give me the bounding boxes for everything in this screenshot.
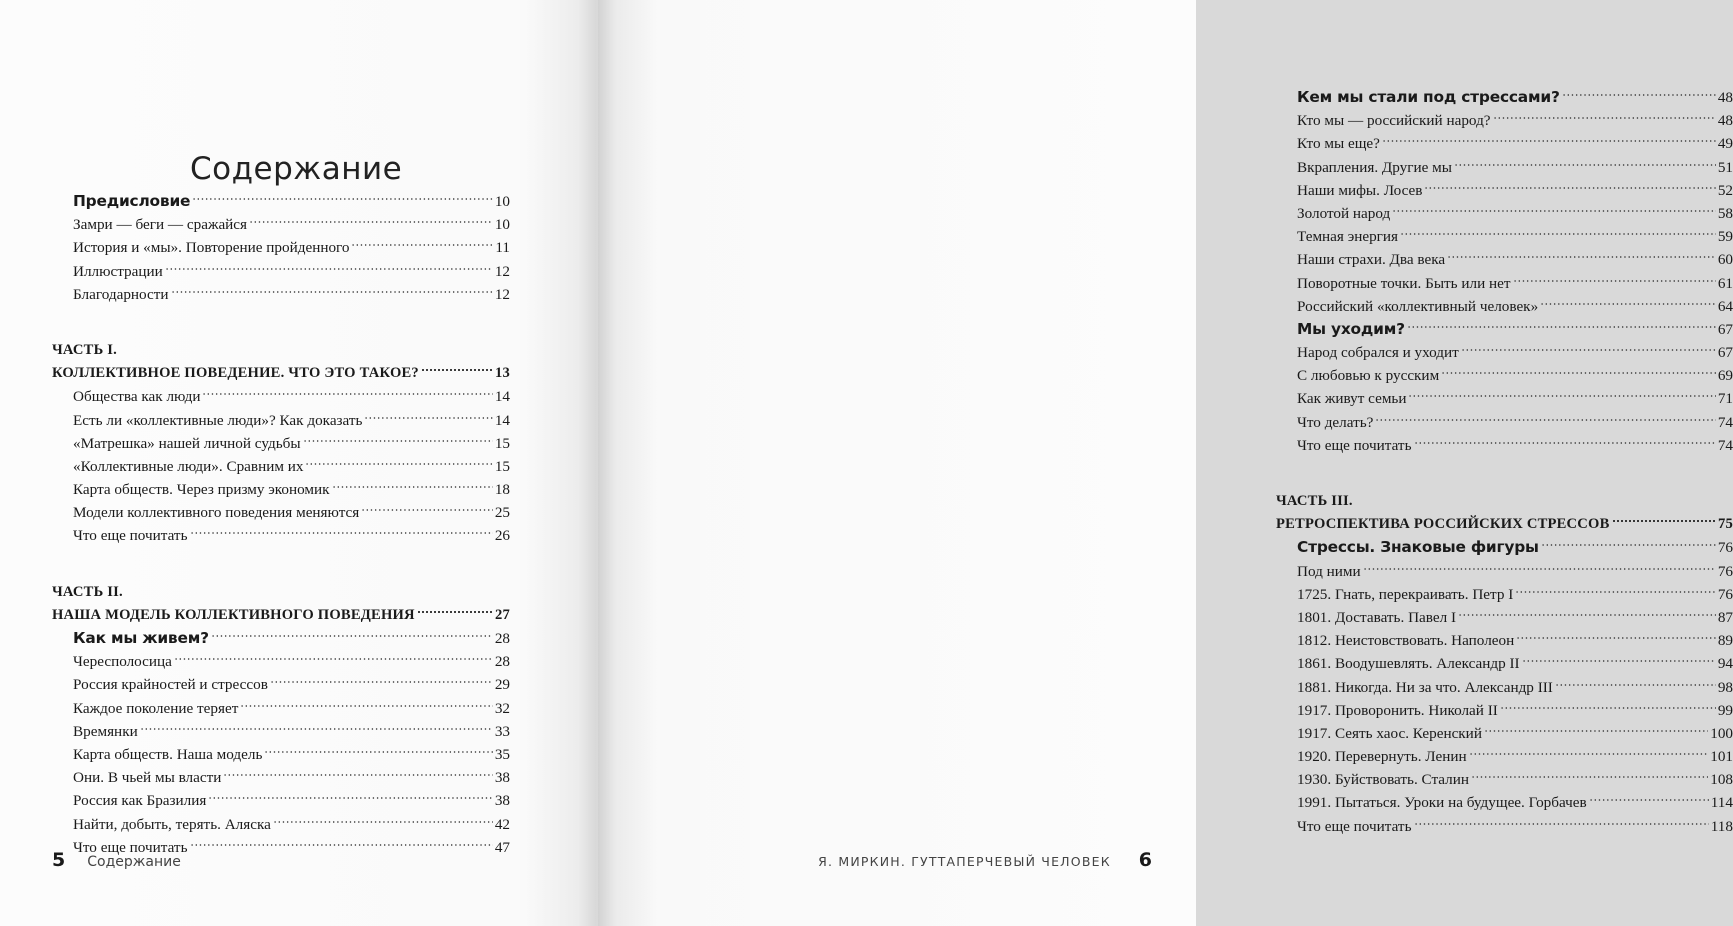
toc-page-number: 47: [494, 838, 510, 856]
dot-leader: [192, 196, 493, 202]
dot-leader: [1484, 728, 1708, 734]
toc-entry-label: 1920. Перевернуть. Ленин: [1297, 748, 1467, 766]
toc-entry-label: Российский «коллективный человек»: [1297, 297, 1539, 315]
toc-entry-label: Кто мы — российский народ?: [1297, 112, 1491, 130]
dot-leader: [1612, 518, 1716, 524]
dot-leader: [165, 266, 493, 272]
toc-entry-label: Они. В чьей мы власти: [73, 769, 222, 787]
toc-entry-label: 1917. Сеять хаос. Керенский: [1297, 724, 1482, 742]
toc-page-number: 101: [1710, 748, 1733, 766]
toc-entry: [52, 673, 510, 696]
toc-entry: [52, 236, 510, 259]
dot-leader: [190, 842, 493, 848]
toc-entry-label: Что еще почитать: [1297, 436, 1412, 454]
toc-entry-label: «Коллективные люди». Сравним их: [73, 457, 304, 475]
dot-leader: [1562, 92, 1716, 98]
toc-entry-label: Под ними: [1297, 562, 1361, 580]
toc-entry-label: Благодарности: [73, 285, 169, 303]
toc-entry: [52, 478, 510, 501]
toc-entry: [1276, 341, 1733, 364]
toc-entry-label: С любовью к русским: [1297, 367, 1440, 385]
toc-entry-label: Стрессы. Знаковые фигуры: [1297, 538, 1539, 557]
toc-section: [1276, 318, 1733, 341]
toc-entry-label: Что еще почитать: [1297, 817, 1412, 835]
toc-entry-label: 1991. Пытаться. Уроки на будущее. Горбачев: [1297, 794, 1587, 812]
toc-page-number: 33: [494, 722, 510, 740]
toc-page-number: 52: [1717, 181, 1733, 199]
toc-entry-label: Каждое поколение теряет: [73, 699, 239, 717]
toc-entry-label: Что еще почитать: [73, 527, 188, 545]
dot-leader: [174, 656, 493, 662]
toc-page-number: 75: [1718, 516, 1733, 533]
toc-section: [1276, 536, 1733, 559]
toc-entry-label: Времянки: [73, 722, 138, 740]
toc-page-number: 99: [1717, 701, 1733, 719]
toc-entry: [1276, 745, 1733, 768]
toc-entry: [1276, 109, 1733, 132]
running-head: Я. МИРКИН. ГУТТАПЕРЧЕВЫЙ ЧЕЛОВЕК: [818, 854, 1111, 869]
toc-page-number: 38: [494, 792, 510, 810]
dot-leader: [1555, 682, 1716, 688]
dot-leader: [1540, 301, 1716, 307]
dot-leader: [273, 819, 493, 825]
dot-leader: [190, 530, 493, 536]
toc-page-number: 100: [1710, 724, 1733, 742]
toc-entry-label: Мы уходим?: [1297, 319, 1405, 338]
toc-part-label: ЧАСТЬ I.: [52, 341, 118, 358]
toc-page-number: 89: [1717, 632, 1733, 650]
dot-leader: [1424, 185, 1715, 191]
toc-entry: [52, 720, 510, 743]
toc-page-number: 118: [1710, 817, 1733, 835]
toc-part-title: [52, 604, 510, 627]
toc-entry-label: Карта обществ. Через призму экономик: [73, 481, 330, 499]
toc-page-number: 71: [1717, 390, 1733, 408]
dot-leader: [171, 289, 493, 295]
toc-page-number: 15: [494, 434, 510, 452]
toc-entry: [1276, 583, 1733, 606]
dot-leader: [249, 219, 493, 225]
toc-entry-label: КОЛЛЕКТИВНОЕ ПОВЕДЕНИЕ. ЧТО ЭТО ТАКОЕ?: [52, 365, 419, 382]
dot-leader: [1400, 231, 1716, 237]
running-head: Содержание: [87, 854, 181, 870]
dot-leader: [1414, 821, 1709, 827]
toc-entry: [1276, 225, 1733, 248]
toc-entry: [52, 650, 510, 673]
toc-entry-label: 1861. Воодушевлять. Александр II: [1297, 655, 1520, 673]
toc-page-number: 69: [1717, 367, 1733, 385]
toc-part-label: ЧАСТЬ III.: [1276, 493, 1353, 509]
toc-section: [1276, 86, 1733, 109]
toc-entry-label: Найти, добыть, терять. Аляска: [73, 815, 271, 833]
toc-page-number: 35: [494, 745, 510, 763]
toc-page-number: 60: [1717, 251, 1733, 269]
dot-leader: [1461, 347, 1716, 353]
toc-entry: [1276, 652, 1733, 675]
dot-leader: [1414, 440, 1716, 446]
toc-entry-label: Есть ли «коллективные люди»? Как доказать: [73, 411, 363, 429]
toc-entry-label: Что делать?: [1297, 413, 1374, 431]
toc-page-number: 87: [1717, 608, 1733, 626]
toc-entry: [52, 501, 510, 524]
toc-entry-label: Иллюстрации: [73, 262, 163, 280]
page-number: 6: [1138, 849, 1152, 871]
toc-page-number: 12: [494, 285, 510, 303]
dot-leader: [1454, 162, 1716, 168]
dot-leader: [1408, 393, 1715, 399]
toc-entry: [52, 455, 510, 478]
left-page: [0, 0, 596, 926]
toc-entry-label: НАША МОДЕЛЬ КОЛЛЕКТИВНОГО ПОВЕДЕНИЯ: [52, 606, 415, 623]
toc-entry: [1276, 364, 1733, 387]
toc-page-number: 98: [1717, 678, 1733, 696]
toc-entry-label: Кто мы еще?: [1297, 135, 1380, 153]
page-number: 5: [52, 849, 66, 871]
toc-page-number: 67: [1717, 344, 1733, 362]
toc-entry: [1276, 815, 1733, 838]
toc-entry-label: История и «мы». Повторение пройденного: [73, 239, 350, 257]
toc-entry: [52, 409, 510, 432]
toc-entry: [52, 432, 510, 455]
toc-page-number: 42: [494, 815, 510, 833]
toc-entry-label: Золотой народ: [1297, 204, 1391, 222]
toc-page-number: 12: [494, 262, 510, 280]
dot-leader: [1500, 705, 1716, 711]
toc-page-number: 27: [495, 606, 510, 623]
toc-entry: [1276, 387, 1733, 410]
toc-section: [52, 190, 510, 213]
toc-page-number: 48: [1717, 89, 1733, 106]
toc-entry: [1276, 272, 1733, 295]
dot-leader: [1407, 324, 1716, 330]
dot-leader: [1363, 566, 1716, 572]
toc-entry: [52, 260, 510, 283]
dot-leader: [1513, 278, 1716, 284]
toc-entry: [1276, 295, 1733, 318]
footer-left: [52, 848, 181, 872]
toc-page-number: 76: [1717, 562, 1733, 580]
toc-entry-label: 1801. Доставать. Павел I: [1297, 608, 1457, 626]
toc-entry: [1276, 434, 1733, 457]
toc-entry: [1276, 560, 1733, 583]
toc-entry: [1276, 606, 1733, 629]
toc-part-title: [52, 362, 510, 385]
toc-page-number: 18: [494, 481, 510, 499]
toc-entry-label: Чересполосица: [73, 653, 172, 671]
dot-leader: [303, 438, 493, 444]
dot-leader: [264, 749, 492, 755]
toc-entry-label: Что еще почитать: [73, 838, 188, 856]
toc-page-number: 58: [1717, 204, 1733, 222]
toc-part-title: [1276, 513, 1733, 536]
toc-entry-label: 1881. Никогда. Ни за что. Александр III: [1297, 678, 1553, 696]
toc-part-label: ЧАСТЬ II.: [52, 583, 123, 600]
dot-leader: [1522, 658, 1716, 664]
toc-entry-label: Народ собрался и уходит: [1297, 344, 1459, 362]
toc-entry-label: Вкрапления. Другие мы: [1297, 158, 1452, 176]
toc-entry-label: Россия крайностей и стрессов: [73, 676, 268, 694]
toc-entry: [1276, 248, 1733, 271]
toc-entry: [1276, 156, 1733, 179]
toc-entry: [52, 813, 510, 836]
toc-entry: [52, 213, 510, 236]
toc-spacer: [1276, 457, 1733, 490]
footer-right: [818, 848, 1152, 872]
toc-page-number: 76: [1717, 585, 1733, 603]
dot-leader: [208, 795, 492, 801]
dot-leader: [332, 484, 493, 490]
toc-page-number: 14: [494, 388, 510, 406]
dot-leader: [211, 633, 493, 639]
toc-page-number: 49: [1717, 135, 1733, 153]
toc-entry-label: 1812. Неистовствовать. Наполеон: [1297, 632, 1515, 650]
toc-entry-label: «Матрешка» нашей личной судьбы: [73, 434, 301, 452]
toc-page-number: 15: [494, 457, 510, 475]
toc-entry: [1276, 676, 1733, 699]
toc-entry-label: 1917. Проворонить. Николай II: [1297, 701, 1498, 719]
toc-page-number: 14: [494, 411, 510, 429]
toc-page-number: 94: [1717, 655, 1733, 673]
toc-entry: [52, 385, 510, 408]
toc-entry: [52, 766, 510, 789]
dot-leader: [1493, 115, 1716, 121]
dot-leader: [1382, 138, 1716, 144]
dot-leader: [421, 367, 493, 373]
dot-leader: [140, 726, 493, 732]
toc-page-number: 114: [1710, 794, 1733, 812]
dot-leader: [202, 391, 492, 397]
dot-leader: [364, 415, 492, 421]
toc-entry: [1276, 202, 1733, 225]
dot-leader: [417, 609, 493, 615]
toc-page-number: 29: [494, 676, 510, 694]
toc-entry-label: Темная энергия: [1297, 228, 1399, 246]
dot-leader: [270, 679, 493, 685]
toc-page-number: 108: [1710, 771, 1733, 789]
toc-entry: [1276, 699, 1733, 722]
toc-entry: [1276, 411, 1733, 434]
dot-leader: [1541, 542, 1716, 548]
toc-page-number: 38: [494, 769, 510, 787]
toc-entry: [52, 283, 510, 306]
toc-entry-label: РЕТРОСПЕКТИВА РОССИЙСКИХ СТРЕССОВ: [1276, 516, 1610, 533]
toc-entry-label: Модели коллективного поведения меняются: [73, 504, 360, 522]
dot-leader: [1515, 589, 1716, 595]
toc-entry: [52, 789, 510, 812]
dot-leader: [1458, 612, 1716, 618]
toc-page-number: 26: [494, 527, 510, 545]
table-of-contents-left: [52, 190, 510, 859]
toc-entry: [1276, 179, 1733, 202]
toc-entry-label: Кем мы стали под стрессами?: [1297, 88, 1560, 106]
toc-entry: [1276, 132, 1733, 155]
toc-page-number: 74: [1717, 413, 1733, 431]
dot-leader: [1516, 635, 1716, 641]
dot-leader: [1471, 774, 1708, 780]
toc-entry-label: Наши мифы. Лосев: [1297, 181, 1423, 199]
dot-leader: [1392, 208, 1716, 214]
toc-entry-label: Предисловие: [73, 192, 191, 210]
toc-page-number: 28: [494, 630, 510, 647]
toc-page-number: 76: [1717, 539, 1733, 557]
toc-page-number: 28: [494, 653, 510, 671]
toc-entry-label: Поворотные точки. Быть или нет: [1297, 274, 1511, 292]
dot-leader: [1469, 751, 1709, 757]
toc-entry: [1276, 722, 1733, 745]
toc-page-number: 61: [1717, 274, 1733, 292]
toc-entry: [52, 524, 510, 547]
dot-leader: [1441, 370, 1716, 376]
dot-leader: [305, 461, 492, 467]
right-page: [598, 0, 1733, 926]
toc-entry-label: Замри — беги — сражайся: [73, 216, 248, 234]
toc-page-number: 48: [1717, 112, 1733, 130]
table-of-contents-right: [1276, 86, 1733, 838]
toc-entry: [52, 697, 510, 720]
toc-entry-label: Как живут семьи: [1297, 390, 1407, 408]
dot-leader: [1589, 797, 1709, 803]
toc-page-number: 13: [495, 365, 510, 382]
toc-page-number: 74: [1717, 436, 1733, 454]
toc-spacer: [52, 306, 510, 339]
toc-page-number: 59: [1717, 228, 1733, 246]
toc-entry: [1276, 629, 1733, 652]
toc-entry: [1276, 791, 1733, 814]
toc-entry-label: 1930. Буйствовать. Сталин: [1297, 771, 1470, 789]
toc-entry: [1276, 768, 1733, 791]
dot-leader: [223, 772, 492, 778]
toc-page-number: 10: [494, 216, 510, 234]
toc-spacer: [52, 548, 510, 581]
toc-page-number: 51: [1717, 158, 1733, 176]
toc-page-number: 64: [1717, 297, 1733, 315]
toc-entry: [52, 743, 510, 766]
toc-page-number: 67: [1717, 320, 1733, 338]
toc-page-number: 32: [494, 699, 510, 717]
toc-page-number: 10: [494, 193, 510, 210]
toc-entry-label: Общества как люди: [73, 388, 201, 406]
toc-entry-label: Как мы живем?: [73, 629, 209, 647]
dot-leader: [351, 242, 493, 248]
dot-leader: [240, 703, 492, 709]
toc-entry-label: Наши страхи. Два века: [1297, 251, 1446, 269]
toc-entry-label: 1725. Гнать, перекраивать. Петр I: [1297, 585, 1514, 603]
dot-leader: [361, 507, 493, 513]
toc-entry-label: Карта обществ. Наша модель: [73, 745, 263, 763]
toc-section: [52, 627, 510, 650]
toc-page-number: 25: [494, 504, 510, 522]
dot-leader: [1375, 417, 1715, 423]
page-title: Содержание: [190, 150, 403, 187]
toc-page-number: 11: [495, 239, 510, 257]
dot-leader: [1447, 254, 1716, 260]
toc-entry-label: Россия как Бразилия: [73, 792, 207, 810]
